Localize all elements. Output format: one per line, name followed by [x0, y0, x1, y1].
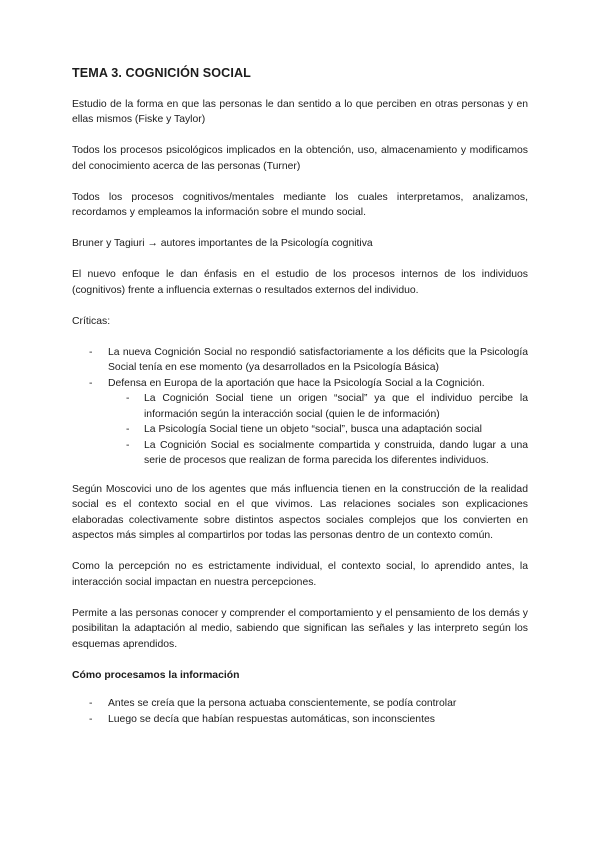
page-title: TEMA 3. COGNICIÓN SOCIAL [72, 66, 251, 80]
new-approach-paragraph: El nuevo enfoque le dan énfasis en el estudio de los procesos internos de los individuos (cognitivos) frente a influencia externas o resultados externos del individuo. [72, 269, 528, 296]
sublist-item: - La Cognición Social tiene un origen “social” ya que el individuo percibe la información según la interacción social (quien le de información) [108, 391, 528, 422]
list-item [72, 376, 528, 469]
sublist-item: - La Cognición Social es socialmente compartida y construida, dando lugar a una serie de procesos que realizan de forma parecida los diferentes individuos. [108, 438, 528, 469]
definition-processes: Todos los procesos cognitivos/mentales mediante los cuales interpretamos, analizamos, recordamos y empleamos la información sobre el mundo social. [72, 191, 528, 218]
criticas-sublist [108, 391, 528, 469]
bruner-tagiuri-note: Bruner y Tagiuri → autores importantes de la Psicología cognitiva [72, 238, 373, 249]
list-item-text: Defensa en Europa de la aportación que hace la Psicología Social a la Cognición. [108, 377, 485, 389]
list-item-text: La nueva Cognición Social no respondió satisfactoriamente a los déficits que la Psicología Social tenía en ese momento (ya desarrollados en la Psicología Básica) [108, 346, 528, 373]
perception-paragraph: Como la percepción no es estrictamente individual, el contexto social, lo aprendido antes, la interacción social impactan en nuestra percepciones. [72, 561, 528, 588]
section-heading: Cómo procesamos la información [72, 669, 240, 681]
criticas-list [72, 345, 528, 469]
definition-fiske-taylor: Estudio de la forma en que las personas le dan sentido a lo que perciben en otras personas y en ellas mismos (Fiske y Taylor) [72, 98, 528, 125]
sublist-item: - La Psicología Social tiene un objeto “social”, busca una adaptación social [108, 422, 528, 438]
document-page [72, 66, 528, 740]
criticas-label: Críticas: [72, 315, 111, 327]
procesamos-list [72, 696, 528, 727]
definition-turner: Todos los procesos psicológicos implicados en la obtención, uso, almacenamiento y modificamos del conocimiento acerca de las personas (Turner) [72, 145, 528, 172]
moscovici-paragraph: Según Moscovici uno de los agentes que más influencia tienen en la construcción de la realidad social es el contexto social en el que vivimos. Las relaciones sociales son explicaciones elaboradas colectivamente sobre distintos aspectos sociales complejos que los convierten en aspectos más simples al compartirlos por todas las personas dentro de un contexto común. [72, 483, 528, 541]
list-item: - Luego se decía que habían respuestas automáticas, son inconscientes [72, 712, 528, 728]
list-item: - Antes se creía que la persona actuaba conscientemente, se podía controlar [72, 696, 528, 712]
list-item [72, 345, 528, 376]
purpose-paragraph: Permite a las personas conocer y comprender el comportamiento y el pensamiento de los demás y posibilitan la adaptación al medio, sabiendo que significan las señales y las interpreto según los esquemas aprendidos. [72, 607, 528, 650]
